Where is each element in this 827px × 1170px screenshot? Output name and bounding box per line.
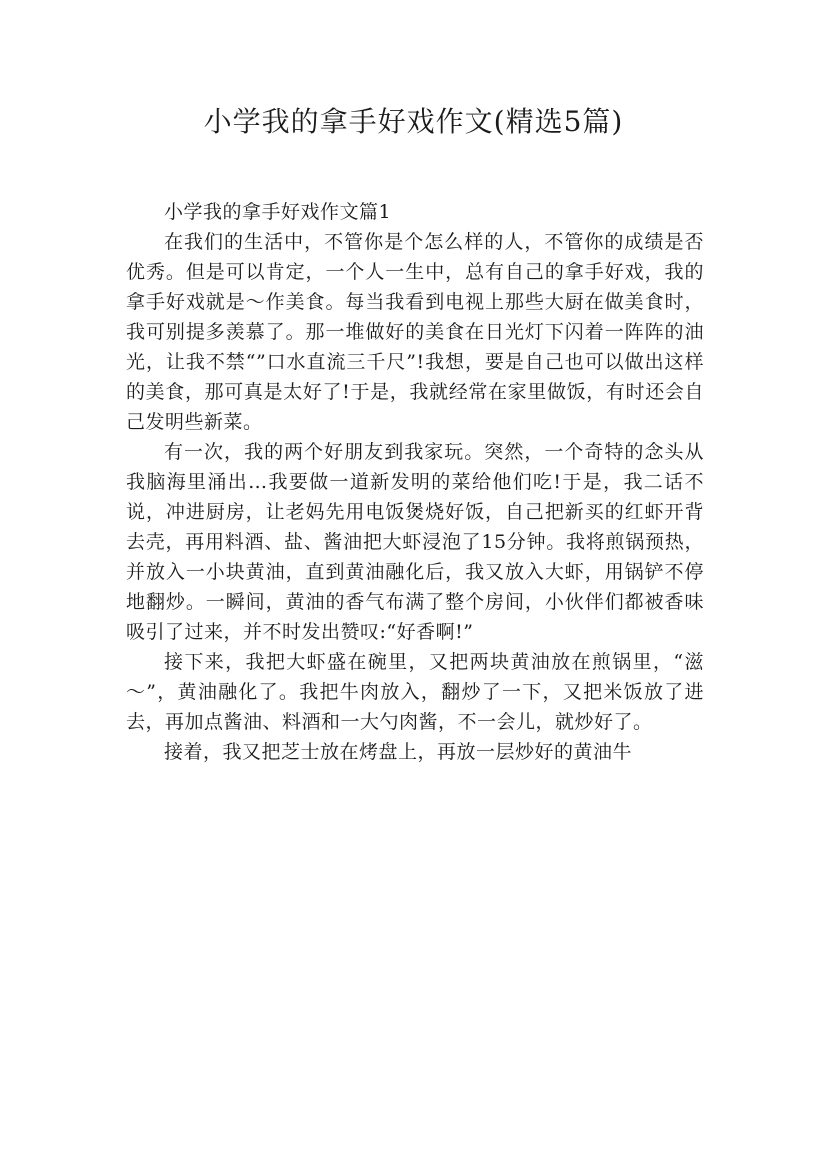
section-heading: 小学我的拿手好戏作文篇1 (164, 201, 392, 223)
paragraph: 在我们的生活中，不管你是个怎么样的人，不管你的成绩是否优秀。但是可以肯定，一个人一生中，总有自己的拿手好戏，我的拿手好戏就是～作美食。每当我看到电视上那些大厨在做美食时，我可别提多羡慕了。那一堆做好的美食在日光灯下闪着一阵阵的油光，让我不禁“”口水直流三千尺”!我想，要是自己也可以做出这样的美食，那可真是太好了!于是，我就经常在家里做饭，有时还会自己发明些新菜。 (126, 231, 704, 433)
document-title: 小学我的拿手好戏作文(精选5篇) (203, 105, 624, 138)
paragraph: 有一次，我的两个好朋友到我家玩。突然，一个奇特的念头从我脑海里涌出…我要做一道新发明的菜给他们吃!于是，我二话不说，冲进厨房，让老妈先用电饭煲烧好饭，自己把新买的红虾开背去壳，再用料酒、盐、酱油把大虾浸泡了15分钟。我将煎锅预热，并放入一小块黄油，直到黄油融化后，我又放入大虾，用锅铲不停地翻炒。一瞬间，黄油的香气布满了整个房间，小伙伴们都被香味吸引了过来，并不时发出赞叹:“好香啊!” (126, 441, 704, 643)
paragraph: 接着，我又把芝士放在烤盘上，再放一层炒好的黄油牛 (164, 741, 633, 763)
document-body (126, 197, 704, 767)
paragraph: 接下来，我把大虾盛在碗里，又把两块黄油放在煎锅里，“滋～”，黄油融化了。我把牛肉放入，翻炒了一下，又把米饭放了进去，再加点酱油、料酒和一大勺肉酱，不一会儿，就炒好了。 (126, 651, 704, 733)
